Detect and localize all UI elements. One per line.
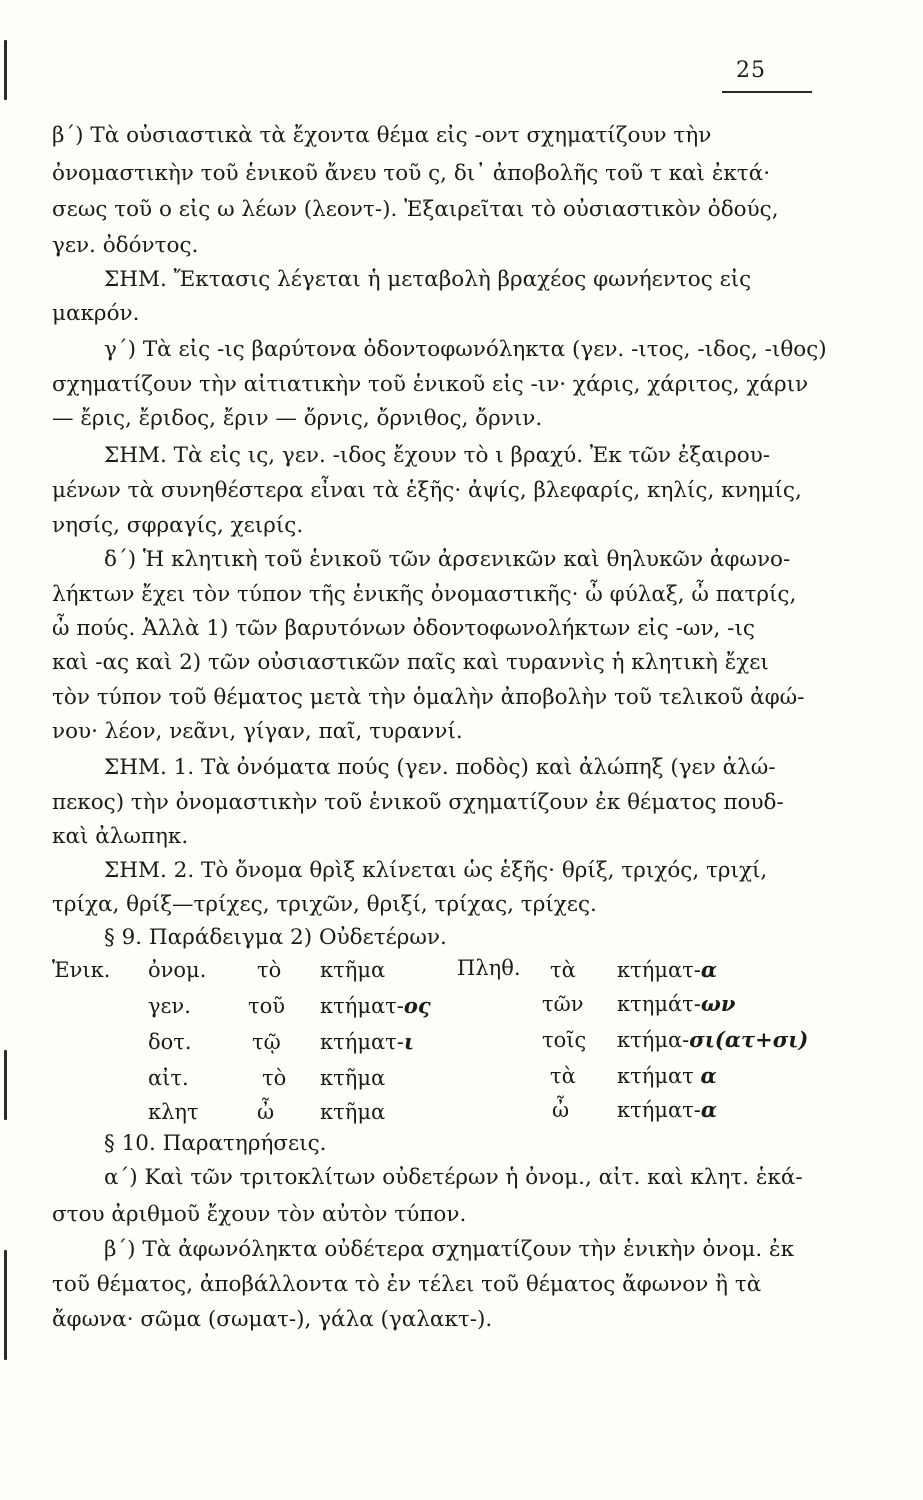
text-line: ὀνομαστικὴν τοῦ ἑνικοῦ ἄνευ τοῦ ς, δι᾽ ἀποβολῆς τοῦ τ καὶ ἐκτά· bbox=[52, 161, 771, 186]
case-label: δοτ. bbox=[148, 1030, 192, 1054]
text-line: ΣΗΜ. Ἔκτασις λέγεται ἡ μεταβολὴ βραχέος φωνήεντος εἰς bbox=[104, 267, 752, 292]
article-singular: τὸ bbox=[257, 958, 282, 982]
text-line: — ἔρις, ἔριδος, ἔριν — ὄρνις, ὄρνιθος, ὄρνιν. bbox=[52, 406, 543, 431]
form-plural: κτημάτ-ων bbox=[617, 991, 736, 1016]
text-line: ΣΗΜ. 1. Τὰ ὀνόματα πούς (γεν. ποδὸς) καὶ ἀλώπηξ (γεν ἀλώ- bbox=[104, 755, 776, 780]
header-rule bbox=[722, 91, 812, 93]
text-line: β΄) Τὰ οὐσιαστικὰ τὰ ἔχοντα θέμα εἰς -οντ σχηματίζουν τὴν bbox=[52, 123, 712, 148]
form-plural: κτήματ α bbox=[617, 1063, 717, 1088]
article-singular: τὸ bbox=[262, 1066, 287, 1090]
text-line: α΄) Καὶ τῶν τριτοκλίτων οὐδετέρων ἡ ὀνομ., αἰτ. καὶ κλητ. ἑκά- bbox=[104, 1165, 803, 1190]
singular-label: Ἑνικ. bbox=[52, 958, 111, 982]
text-line: γ΄) Τὰ εἰς -ις βαρύτονα ὀδοντοφωνόληκτα (γεν. -ιτος, -ιδος, -ιθος) bbox=[104, 337, 827, 362]
text-line: ΣΗΜ. 2. Τὸ ὄνομα θρὶξ κλίνεται ὡς ἑξῆς· θρίξ, τριχός, τριχί, bbox=[104, 858, 768, 883]
text-line: νου· λέον, νεᾶνι, γίγαν, παῖ, τυραννί. bbox=[52, 719, 463, 744]
text-line: λήκτων ἔχει τὸν τύπον τῆς ἑνικῆς ὀνομαστικῆς· ὦ φύλαξ, ὦ πατρίς, bbox=[52, 582, 797, 607]
text-line: τρίχα, θρίξ—τρίχες, τριχῶν, θριξί, τρίχας, τρίχες. bbox=[52, 892, 597, 917]
form-singular: κτήματ-ος bbox=[320, 993, 431, 1018]
article-singular: τοῦ bbox=[248, 994, 286, 1018]
form-plural: κτήμα-σι(ατ+σι) bbox=[617, 1027, 809, 1052]
text-line: νησίς, σφραγίς, χειρίς. bbox=[52, 513, 304, 538]
text-line: γεν. ὀδόντος. bbox=[52, 233, 199, 258]
page-edge-mark bbox=[4, 1050, 7, 1120]
article-plural: τὰ bbox=[550, 1064, 576, 1088]
page-edge-mark bbox=[4, 1250, 7, 1360]
text-line: ΣΗΜ. Τὰ εἰς ις, γεν. -ιδος ἔχουν τὸ ι βραχύ. Ἐκ τῶν ἐξαιρου- bbox=[104, 443, 771, 468]
form-plural: κτήματ-α bbox=[617, 1097, 718, 1122]
section-heading: § 9. Παράδειγμα 2) Οὐδετέρων. bbox=[104, 925, 447, 950]
text-line: σεως τοῦ ο εἰς ω λέων (λεοντ-). Ἐξαιρεῖται τὸ οὐσιαστικὸν ὀδούς, bbox=[52, 197, 779, 222]
article-plural: ὦ bbox=[552, 1098, 570, 1122]
article-plural: τῶν bbox=[542, 992, 584, 1016]
form-singular: κτήματ-ι bbox=[320, 1029, 415, 1054]
case-label: γεν. bbox=[148, 994, 191, 1018]
form-singular: κτῆμα bbox=[320, 1100, 386, 1124]
article-singular: τῷ bbox=[252, 1030, 281, 1054]
page-number: 25 bbox=[736, 58, 766, 83]
text-line: καὶ ἀλωπηκ. bbox=[52, 824, 189, 849]
article-plural: τὰ bbox=[550, 958, 576, 982]
text-line: σχηματίζουν τὴν αἰτιατικὴν τοῦ ἑνικοῦ εἰς -ιν· χάρις, χάριτος, χάριν bbox=[52, 372, 809, 397]
article-singular: ὦ bbox=[257, 1100, 275, 1124]
paradigm-table bbox=[52, 950, 832, 1130]
text-line: ἄφωνα· σῶμα (σωματ-), γάλα (γαλακτ-). bbox=[52, 1307, 493, 1332]
text-line: μακρόν. bbox=[52, 301, 140, 326]
text-line: τοῦ θέματος, ἀποβάλλοντα τὸ ἐν τέλει τοῦ θέματος ἄφωνον ἢ τὰ bbox=[52, 1272, 762, 1297]
plural-label: Πληθ. bbox=[457, 956, 521, 980]
section-heading: § 10. Παρατηρήσεις. bbox=[104, 1131, 327, 1156]
text-line: β΄) Τὰ ἀφωνόληκτα οὐδέτερα σχηματίζουν τὴν ἑνικὴν ὀνομ. ἐκ bbox=[104, 1237, 795, 1262]
case-label: ὀνομ. bbox=[148, 958, 207, 982]
case-label: αἰτ. bbox=[148, 1066, 189, 1090]
form-singular: κτῆμα bbox=[320, 1066, 386, 1090]
page-edge-mark bbox=[4, 40, 7, 100]
form-singular: κτῆμα bbox=[320, 958, 386, 982]
text-line: πεκος) τὴν ὀνομαστικὴν τοῦ ἑνικοῦ σχηματίζουν ἐκ θέματος πουδ- bbox=[52, 790, 784, 815]
article-plural: τοῖς bbox=[542, 1028, 587, 1052]
text-line: ὦ πούς. Ἀλλὰ 1) τῶν βαρυτόνων ὀδοντοφωνολήκτων εἰς -ων, -ις bbox=[52, 616, 755, 641]
text-line: τὸν τύπον τοῦ θέματος μετὰ τὴν ὁμαλὴν ἀποβολὴν τοῦ τελικοῦ ἀφώ- bbox=[52, 685, 805, 710]
text-line: μένων τὰ συνηθέστερα εἶναι τὰ ἑξῆς· ἀψίς, βλεφαρίς, κηλίς, κνημίς, bbox=[52, 478, 802, 503]
text-line: δ΄) Ἡ κλητικὴ τοῦ ἑνικοῦ τῶν ἀρσενικῶν καὶ θηλυκῶν ἀφωνο- bbox=[104, 547, 791, 572]
text-line: καὶ -ας καὶ 2) τῶν οὐσιαστικῶν παῖς καὶ τυραννὶς ἡ κλητικὴ ἔχει bbox=[52, 650, 769, 675]
case-label: κλητ bbox=[148, 1100, 199, 1124]
form-plural: κτήματ-α bbox=[617, 957, 718, 982]
text-line: στου ἀριθμοῦ ἔχουν τὸν αὐτὸν τύπον. bbox=[52, 1202, 467, 1227]
